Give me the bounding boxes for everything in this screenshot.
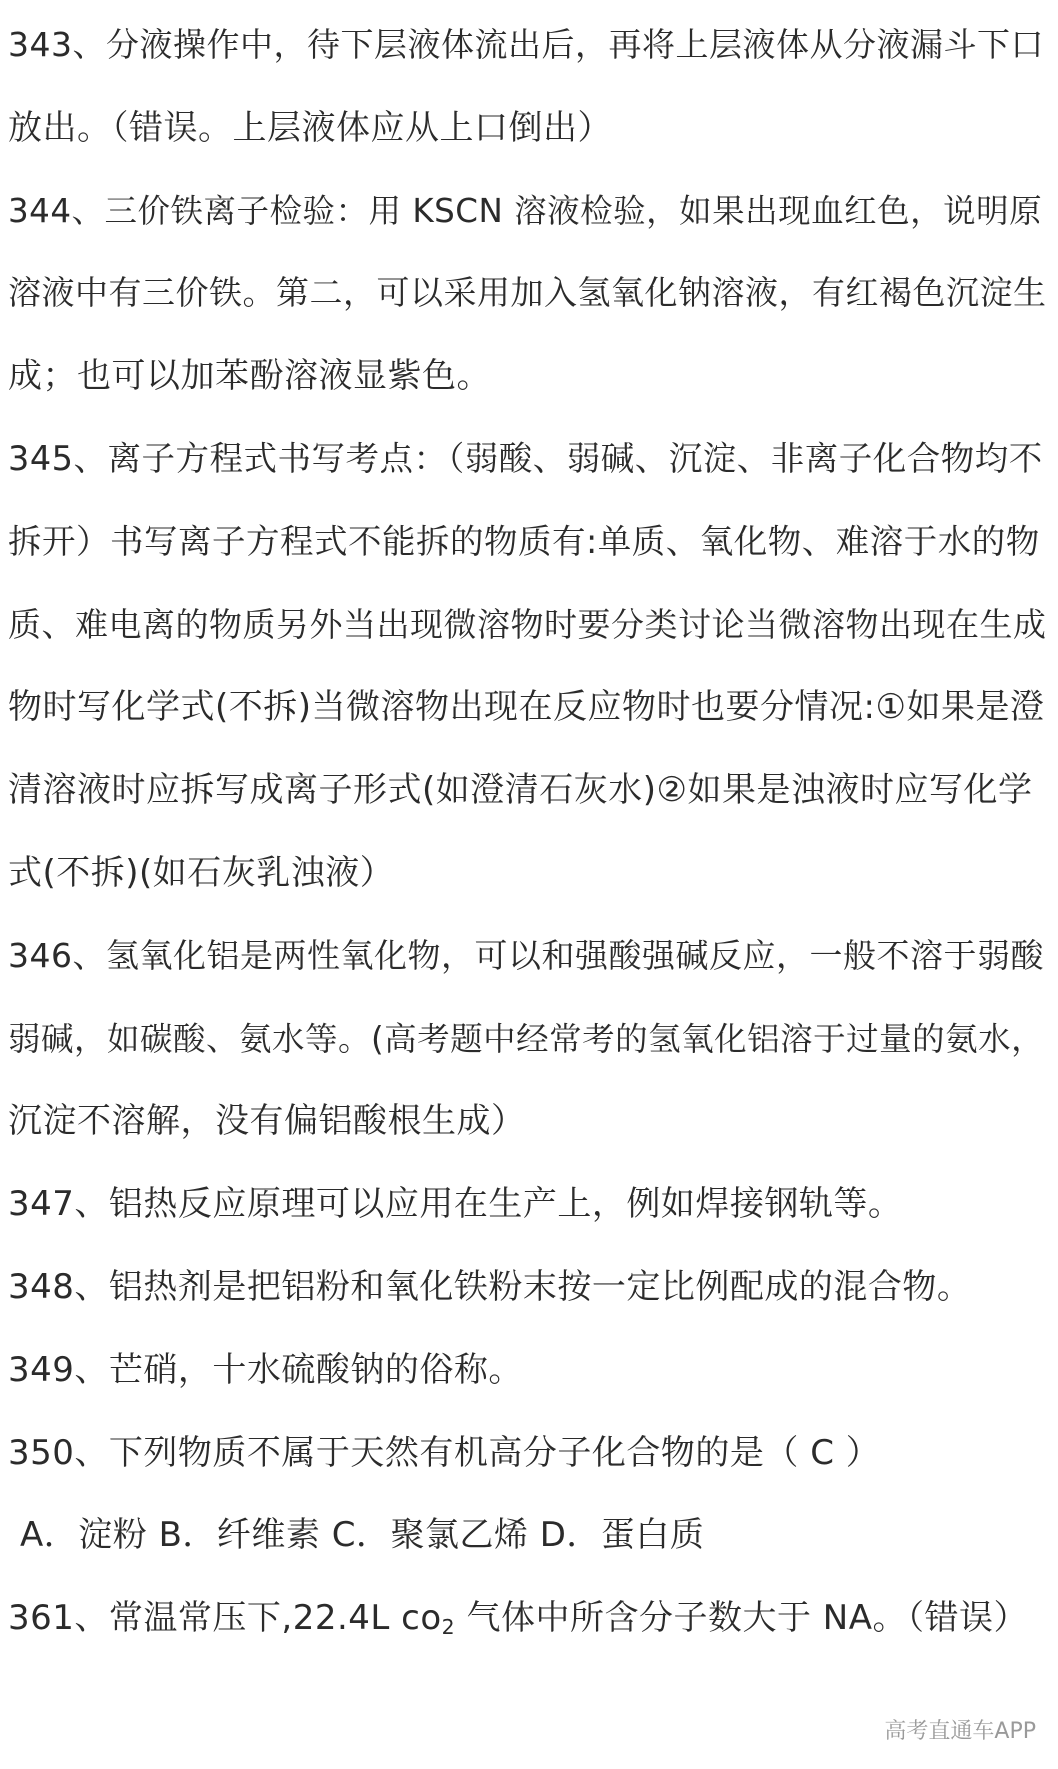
text-segment: 361、常温常压下,22.4L co [8, 1598, 442, 1639]
text-line: 沉淀不溶解，没有偏铝酸根生成） [8, 1101, 526, 1142]
answer-options: A．淀粉 B．纤维素 C．聚氯乙烯 D．蛋白质 [20, 1515, 705, 1556]
text-line: 350、下列物质不属于天然有机高分子化合物的是（ C ） [8, 1432, 881, 1473]
text-segment: 气体中所含分子数大于 NA。（错误） [455, 1598, 1028, 1639]
text-line: 347、铝热反应原理可以应用在生产上，例如焊接钢轨等。 [8, 1184, 903, 1225]
text-line: 345、离子方程式书写考点：（弱酸、弱碱、沉淀、非离子化合物均不 [8, 438, 1043, 478]
text-line: 放出。（错误。上层液体应从上口倒出） [8, 107, 612, 148]
subscript: 2 [441, 1615, 456, 1640]
text-line: 348、铝热剂是把铝粉和氧化铁粉末按一定比例配成的混合物。 [8, 1266, 972, 1307]
text-line: 344、三价铁离子检验：用 KSCN 溶液检验，如果出现血红色，说明原 [8, 191, 1043, 230]
text-line: 清溶液时应拆写成离子形式(如澄清石灰水)②如果是浊液时应写化学 [8, 770, 1033, 811]
text-line: 拆开）书写离子方程式不能拆的物质有:单质、氧化物、难溶于水的物 [8, 521, 1040, 561]
text-line: 349、芒硝，十水硫酸钠的俗称。 [8, 1349, 523, 1390]
text-line: 物时写化学式(不拆)当微溶物出现在反应物时也要分情况:①如果是澄 [8, 687, 1045, 728]
text-line: 成；也可以加苯酚溶液显紫色。 [8, 356, 491, 397]
text-line: 式(不拆)(如石灰乳浊液） [8, 852, 395, 893]
text-line: 346、氢氧化铝是两性氧化物，可以和强酸强碱反应，一般不溶于弱酸 [8, 935, 1044, 975]
text-line: 343、分液操作中，待下层液体流出后，再将上层液体从分液漏斗下口 [8, 25, 1044, 64]
text-line: 弱碱，如碳酸、氨水等。(高考题中经常考的氢氧化铝溶于过量的氨水， [8, 1019, 1045, 1058]
text-line: 质、难电离的物质另外当出现微溶物时要分类讨论当微溶物出现在生成 [8, 604, 1047, 644]
text-line: 溶液中有三价铁。第二，可以采用加入氢氧化钠溶液，有红褐色沉淀生 [8, 273, 1047, 313]
watermark: 高考直通车APP [884, 1719, 1036, 1744]
text-line-361 [8, 1577, 1048, 1660]
document-body [8, 4, 1048, 1660]
